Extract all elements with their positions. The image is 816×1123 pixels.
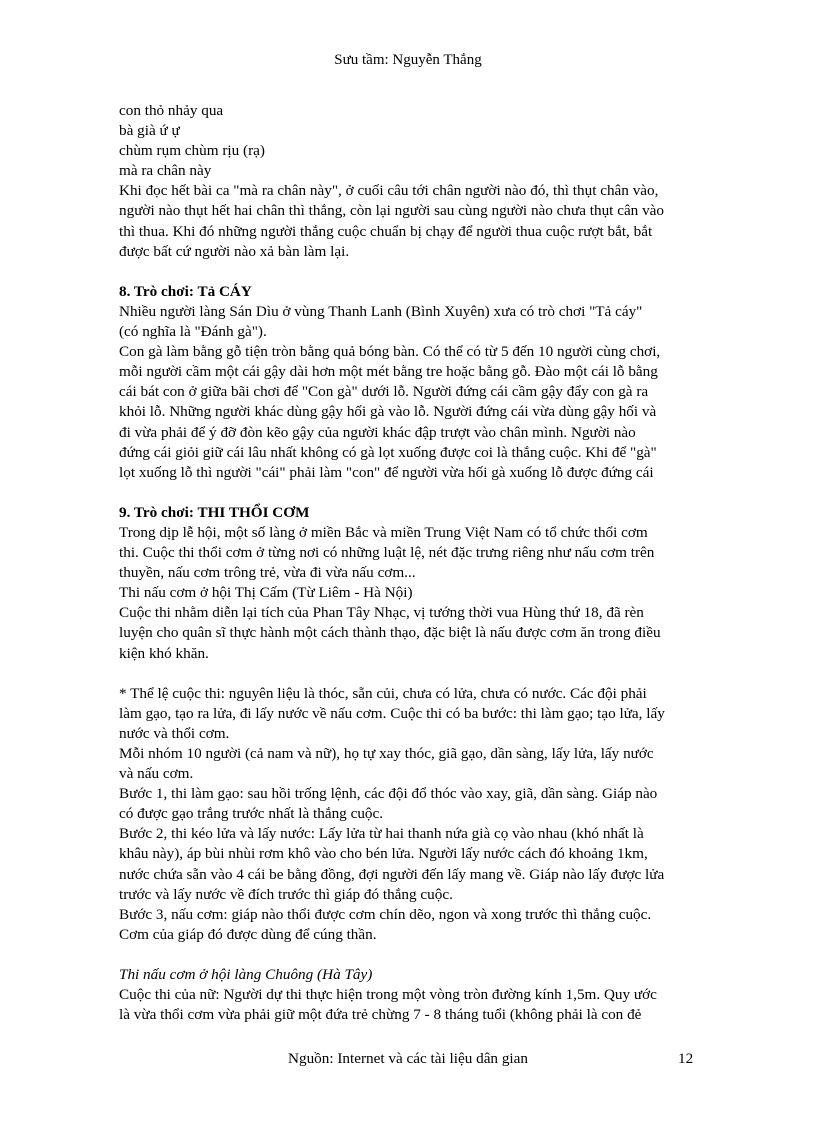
text-line: Thi nấu cơm ở hội Thị Cấm (Từ Liêm - Hà Nội): [119, 584, 413, 602]
text-line: Cơm của giáp đó được dùng để cúng thần.: [119, 925, 377, 943]
text-line: Khi đọc hết bài ca "mà ra chân này", ở cuối câu tới chân người nào đó, thì thụt chân vào,: [119, 182, 659, 200]
text-line: nước và thổi cơm.: [119, 724, 230, 742]
page-header: Sưu tầm: Nguyễn Thắng: [334, 52, 482, 68]
text-line: khỏi lỗ. Những người khác dùng gậy hối gà vào lỗ. Người đứng cái vừa dùng gậy hối và: [119, 403, 657, 421]
text-line: Bước 3, nấu cơm: giáp nào thổi được cơm chín dẽo, ngon và xong trước thì thắng cuộc.: [119, 905, 652, 923]
text-line: mỗi người cầm một cái gậy dài hơn một mét bằng tre hoặc bằng gỗ. Đào một cái lỗ bằng: [119, 363, 658, 381]
section-9-rules: [119, 684, 699, 945]
text-line: khâu này), áp bùi nhùi rơm khô vào cho bén lửa. Người lấy nước cách đó khoảng 1km,: [119, 845, 648, 863]
section-9-body-a: [119, 523, 699, 664]
text-line: là vừa thổi cơm vừa phải giữ một đứa trẻ chừng 7 - 8 tháng tuổi (không phải là con đẻ: [119, 1006, 642, 1024]
text-line: Trong dịp lễ hội, một số làng ở miền Bắc và miền Trung Việt Nam có tổ chức thổi cơm: [119, 523, 648, 541]
text-line: và nấu cơm.: [119, 765, 194, 783]
text-line: Mỗi nhóm 10 người (cả nam và nữ), họ tự xay thóc, giã gạo, dần sàng, lấy lửa, lấy nước: [119, 745, 654, 762]
text-line: cái bát con ở giữa bãi chơi để "Con gà" dưới lỗ. Người đứng cái cầm gậy đẩy con gà ra: [119, 383, 649, 401]
intro-block: [119, 101, 699, 262]
text-line: (có nghĩa là "Đánh gà").: [119, 323, 267, 341]
text-line: kiện khó khăn.: [119, 644, 209, 662]
text-line: có được gạo trắng trước nhất là thắng cuộc.: [119, 805, 384, 823]
section-8-heading: 8. Trò chơi: Tả CÁY: [119, 282, 252, 300]
text-line: đứng cái giỏi giữ cái lâu nhất không có gà lọt xuống được coi là thắng cuộc. Khi để "gà": [119, 443, 657, 461]
text-line: Bước 1, thi làm gạo: sau hồi trống lệnh, các đội đổ thóc vào xay, giã, dần sàng. Giáp nào: [119, 785, 658, 803]
text-line: Cuộc thi của nữ: Người dự thi thực hiện trong một vòng tròn đường kính 1,5m. Quy ước: [119, 986, 657, 1004]
text-line: con thỏ nhảy qua: [119, 102, 224, 119]
text-line: Con gà làm bằng gỗ tiện tròn bằng quả bóng bàn. Có thể có từ 5 đến 10 người cùng chơi,: [119, 343, 661, 361]
text-line: Bước 2, thi kéo lửa và lấy nước: Lấy lửa từ hai thanh nứa già cọ vào nhau (khó nhất là: [119, 825, 644, 843]
text-line: Cuộc thi nhằm diễn lại tích của Phan Tây Nhạc, vị tướng thời vua Hùng thứ 18, đã rèn: [119, 604, 644, 622]
subsection-italic-heading: Thi nấu cơm ở hội làng Chuông (Hà Tây): [119, 966, 373, 984]
text-line: trước và lấy nước về đích trước thì giáp đó thắng cuộc.: [119, 885, 453, 903]
text-line: làm gạo, tạo ra lửa, đi lấy nước về nấu cơm. Cuộc thi có ba bước: thi làm gạo; tạo lửa, lấy: [119, 704, 665, 722]
text-line: đi vừa phải để ý đỡ đòn kẽo gậy của người khác đập trượt vào chân mình. Người nào: [119, 423, 636, 441]
document-body: [119, 101, 699, 1025]
text-line: lọt xuống lỗ thì người "cái" phải làm "con" để người vừa hối gà xuống lỗ được đứng cái: [119, 463, 654, 481]
text-line: thi. Cuộc thi thổi cơm ở từng nơi có những luật lệ, nét đặc trưng riêng như nấu cơm trên: [119, 544, 655, 562]
page-number: 12: [678, 1050, 694, 1067]
text-line: chùm rụm chùm rịu (rạ): [119, 142, 265, 160]
text-line: người nào thụt hết hai chân thì thắng, còn lại người sau cùng người nào chưa thụt cân vào: [119, 202, 664, 220]
text-line: Nhiều người làng Sán Dìu ở vùng Thanh Lanh (Bình Xuyên) xưa có trò chơi "Tả cáy": [119, 302, 643, 320]
section-9-heading: 9. Trò chơi: THI THỔI CƠM: [119, 503, 310, 521]
section-9-body-c: [119, 985, 699, 1025]
text-line: bà già ứ ự: [119, 122, 180, 140]
text-line: mà ra chân này: [119, 162, 212, 180]
text-line: * Thể lệ cuộc thi: nguyên liệu là thóc, sẵn củi, chưa có lửa, chưa có nước. Các đội phải: [119, 684, 647, 702]
text-line: được bất cứ người nào xả bàn làm lại.: [119, 242, 350, 260]
text-line: thì thua. Khi đó những người thắng cuộc chuẩn bị chạy để người thua cuộc rượt bắt, bắt: [119, 222, 653, 240]
section-8-body: [119, 302, 699, 483]
text-line: nước chứa sẵn vào 4 cái be bằng đồng, đợi người đến lấy mang về. Giáp nào lấy được lửa: [119, 865, 665, 883]
footer-source: Nguồn: Internet và các tài liệu dân gian: [288, 1050, 528, 1067]
text-line: luyện cho quân sĩ thực hành một cách thành thạo, đặc biệt là nấu được cơm ăn trong điều: [119, 624, 661, 642]
text-line: thuyền, nấu cơm trông trẻ, vừa đi vừa nấu cơm...: [119, 564, 416, 582]
